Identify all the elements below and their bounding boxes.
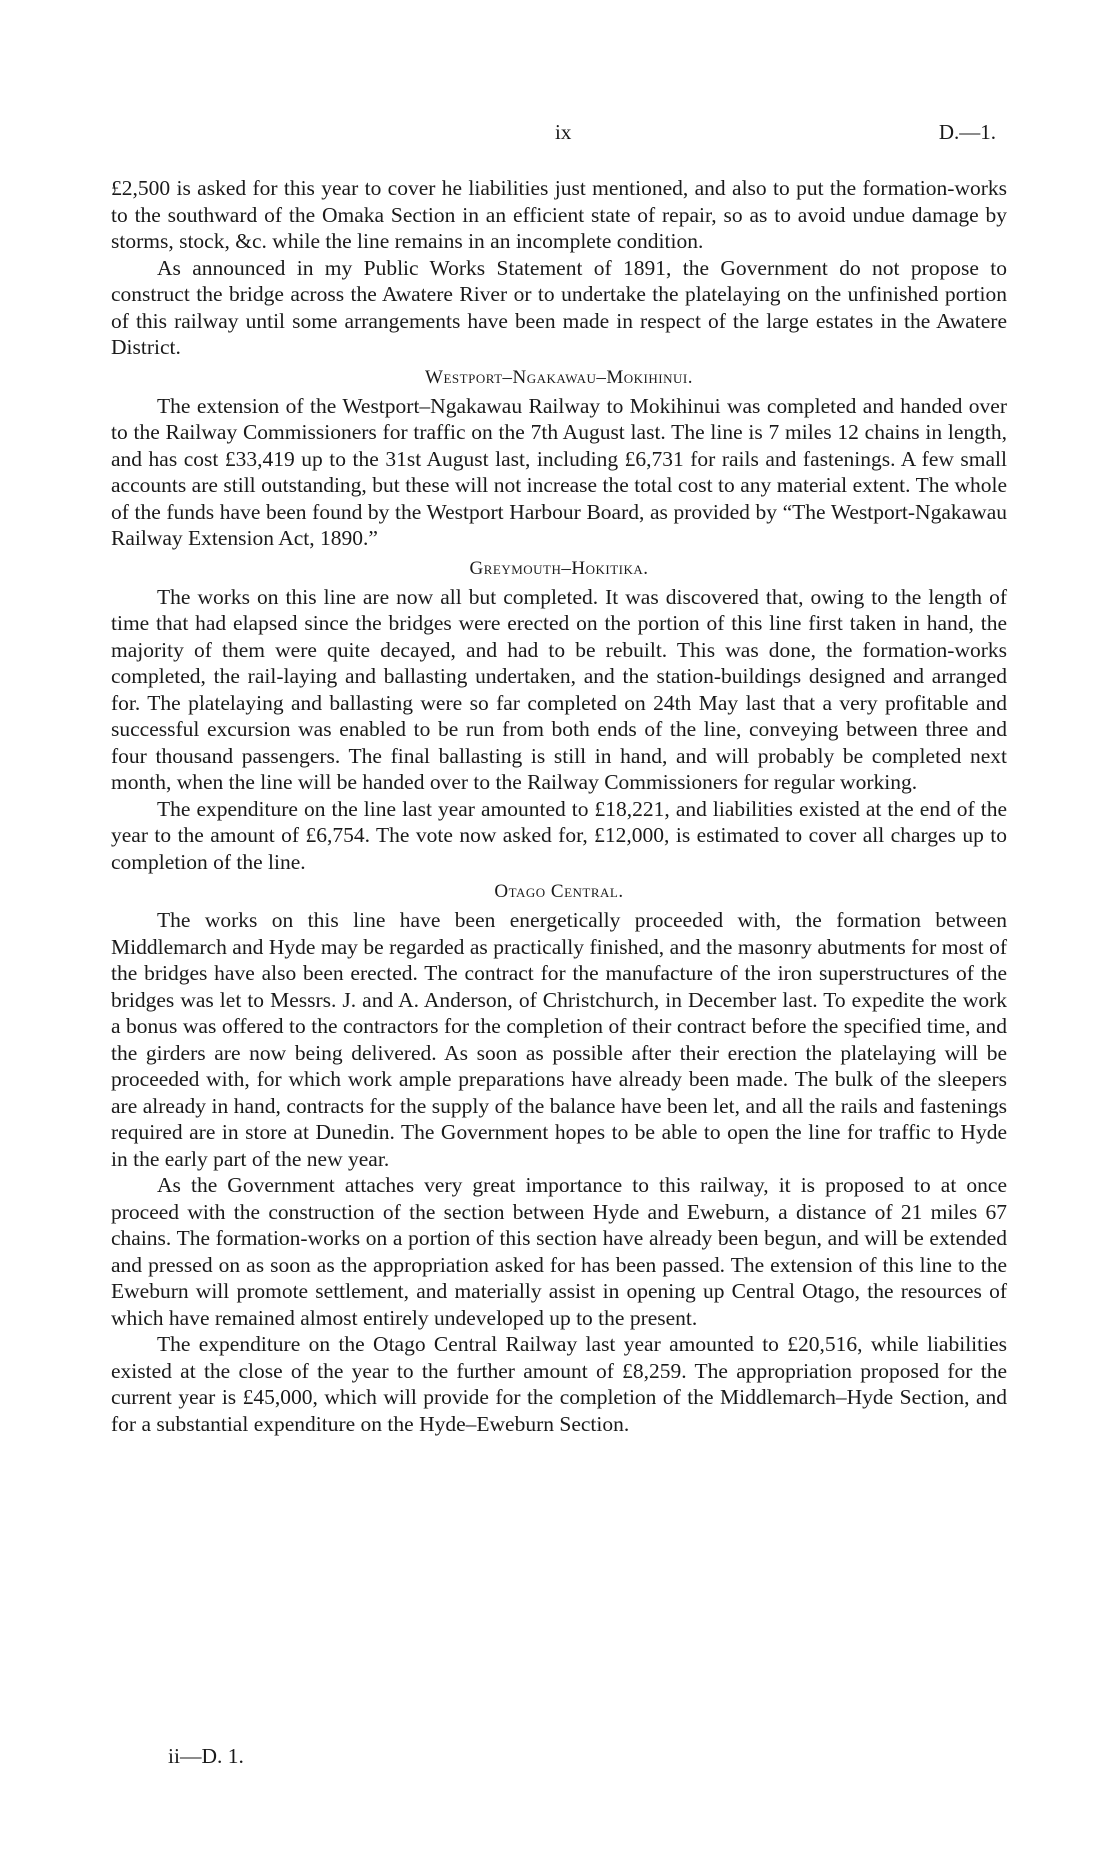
section-heading-westport: Westport–Ngakawau–Mokihinui. (425, 366, 693, 388)
westport-paragraph-1: The extension of the Westport–Ngakawau Railway to Mokihinui was completed and handed over to the Railway Commissioners for traffic on the 7th August last. The line is 7 miles 12 chains in length, and has cost £33,419 up to the 31st August last, including £6,731 for rails and fastenings. A few small accounts are still outstanding, but these will not increase the total cost to any material extent. The whole of the funds have been found by the Westport Harbour Board, as provided by “The Westport-Ngakawau Railway Extension Act, 1890.” (111, 393, 1007, 550)
page-body (111, 175, 1007, 1437)
section-heading-otago: Otago Central. (494, 881, 624, 902)
otago-paragraph-3: The expenditure on the Otago Central Railway last year amounted to £20,516, while liabilities existed at the close of the year to the further amount of £8,259. The appropriation proposed for the current year is £45,000, which will provide for the completion of the Middlemarch–Hyde Section, and for a substantial expenditure on the Hyde–Eweburn Section. (111, 1332, 1007, 1436)
document-reference: D.—1. (938, 120, 996, 144)
greymouth-paragraph-2: The expenditure on the line last year amounted to £18,221, and liabilities existed at the end of the year to the amount of £6,754. The vote now asked for, £12,000, is estimated to cover all charges up to completion of the line. (111, 796, 1007, 874)
section-heading-greymouth: Greymouth–Hokitika. (469, 557, 649, 579)
page-number: ix (555, 120, 572, 144)
otago-paragraph-2: As the Government attaches very great importance to this railway, it is proposed to at once proceed with the construction of the section between Hyde and Eweburn, a distance of 21 miles 67 chains. The formation-works on a portion of this section have already been begun, and will be extended and pressed on as soon as the appropriation asked for has been passed. The extension of this line to the Eweburn will promote settlement, and materially assist in opening up Central Otago, the resources of which have remained almost entirely undeveloped up to the present. (111, 1173, 1007, 1330)
otago-paragraph-1: The works on this line have been energetically proceeded with, the formation between Middlemarch and Hyde may be regarded as practically finished, and the masonry abutments for most of the bridges have also been erected. The contract for the manufacture of the iron superstructures of the bridges was let to Messrs. J. and A. Anderson, of Christchurch, in December last. To expedite the work a bonus was offered to the contractors for the completion of their contract before the specified time, and the girders are now being delivered. As soon as possible after their erection the platelaying will be proceeded with, for which work ample preparations have already been made. The bulk of the sleepers are already in hand, contracts for the supply of the balance have been let, and all the rails and fastenings required are in store at Dunedin. The Government hopes to be able to open the line for traffic to Hyde in the early part of the new year. (111, 908, 1007, 1171)
intro-paragraph-1: £2,500 is asked for this year to cover he liabilities just mentioned, and also to put the formation-works to the southward of the Omaka Section in an efficient state of repair, so as to avoid undue damage by storms, stock, &c. while the line remains in an incomplete condition. (111, 176, 1007, 253)
greymouth-paragraph-1: The works on this line are now all but completed. It was discovered that, owing to the length of time that had elapsed since the bridges were erected on the portion of this line first taken in hand, the majority of them were quite decayed, and had to be rebuilt. This was done, the formation-works completed, the rail-laying and ballasting undertaken, and the station-buildings designed and arranged for. The platelaying and ballasting were so far completed on 24th May last that a very profitable and successful excursion was enabled to be run from both ends of the line, conveying between three and four thousand passengers. The final ballasting is still in hand, and will probably be completed next month, when the line will be handed over to the Railway Commissioners for regular working. (111, 584, 1007, 794)
signature-mark: ii—D. 1. (168, 1744, 244, 1768)
page-header (0, 120, 1114, 150)
intro-paragraph-2: As announced in my Public Works Statement of 1891, the Government do not propose to construct the bridge across the Awatere River or to undertake the platelaying on the unfinished portion of this railway until some arrangements have been made in respect of the large estates in the Awatere District. (111, 255, 1007, 359)
